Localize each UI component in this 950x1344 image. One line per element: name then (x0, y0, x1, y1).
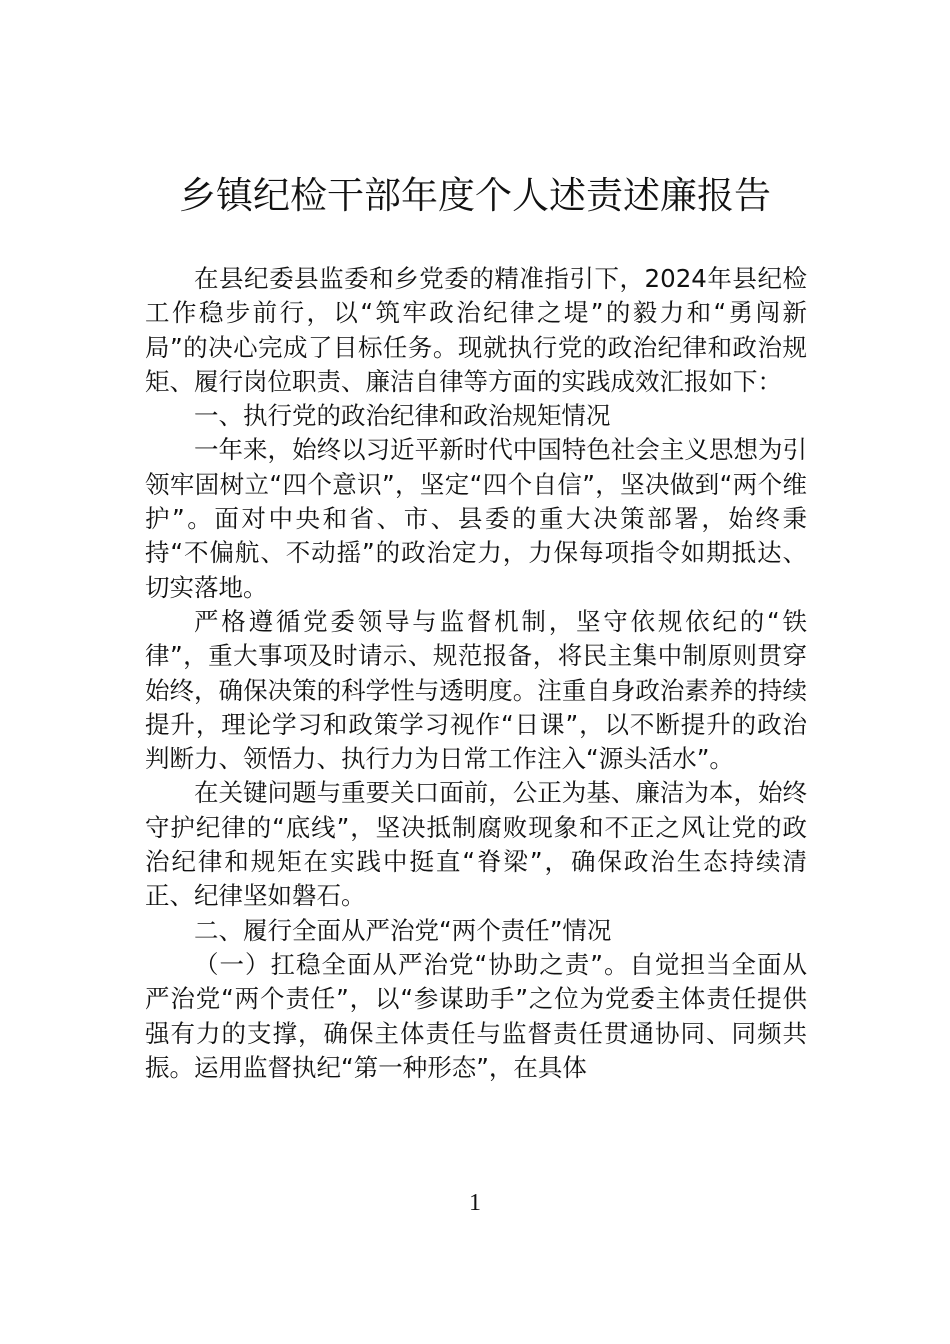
section-heading-2: 二、履行全面从严治党“两个责任”情况 (194, 915, 612, 945)
body-paragraph: 在关键问题与重要关口面前，公正为基、廉洁为本，始终守护纪律的“底线”，坚决抵制腐败现象和不正之风让党的政治纪律和规矩在实践中挺直“脊梁”，确保政治生态持续清正、纪律坚如磐石。 (145, 778, 807, 911)
body-paragraph: 一年来，始终以习近平新时代中国特色社会主义思想为引领牢固树立“四个意识”，坚定“四个自信”，坚决做到“两个维护”。面对中央和省、市、县委的重大决策部署，始终秉持“不偏航、不动摇”的政治定力，力保每项指令如期抵达、切实落地。 (145, 435, 807, 602)
intro-paragraph: 在县纪委县监委和乡党委的精准指引下，2024年县纪检工作稳步前行，以“筑牢政治纪律之堤”的毅力和“勇闯新局”的决心完成了目标任务。现就执行党的政治纪律和政治规矩、履行岗位职责、廉洁自律等方面的实践成效汇报如下： (145, 264, 807, 396)
body-paragraph: （一）扛稳全面从严治党“协助之责”。自觉担当全面从严治党“两个责任”，以“参谋助手”之位为党委主体责任提供强有力的支撑，确保主体责任与监督责任贯通协同、同频共振。运用监督执纪“第一种形态”，在具体 (145, 949, 807, 1082)
section-heading-1: 一、执行党的政治纪律和政治规矩情况 (194, 401, 611, 431)
page-number: 1 (469, 1190, 481, 1216)
document-title: 乡镇纪检干部年度个人述责述廉报告 (179, 174, 771, 217)
body-paragraph: 严格遵循党委领导与监督机制，坚守依规依纪的“铁律”，重大事项及时请示、规范报备，将民主集中制原则贯穿始终，确保决策的科学性与透明度。注重自身政治素养的持续提升，理论学习和政策学习视作“日课”，以不断提升的政治判断力、领悟力、执行力为日常工作注入“源头活水”。 (145, 606, 807, 774)
document-body (145, 262, 807, 1085)
